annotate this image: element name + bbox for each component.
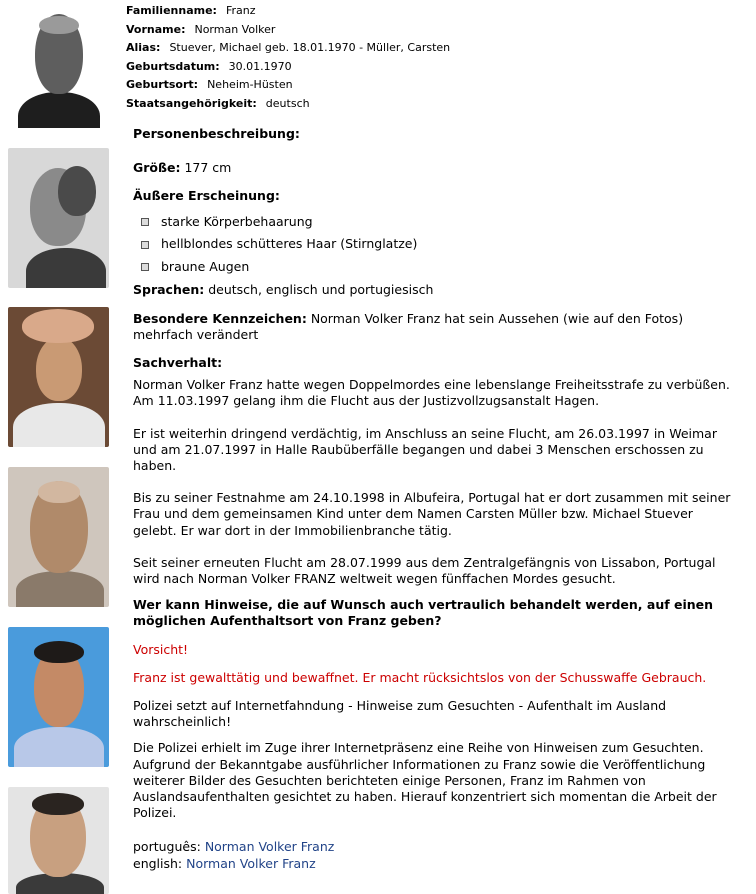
link-label-portugues: português: [133,839,201,855]
bullet-square-icon [141,218,149,226]
geburtsort-row [126,76,450,95]
hinweise-question: Wer kann Hinweise, die auf Wunsch auch vertraulich behandelt werden, auf einen möglichen Aufenthaltsort von Franz geben? [133,597,714,629]
list-item-text: hellblondes schütteres Haar (Stirnglatze) [161,236,418,252]
geburtsdatum-value: 30.01.1970 [228,59,292,73]
sprachen-row [133,282,733,298]
geburtsort-label: Geburtsort: [126,78,199,92]
groesse-label: Größe: [133,160,181,176]
internetfahndung-paragraph: Polizei setzt auf Internetfahndung - Hinweise zum Gesuchten - Aufenthalt im Ausland wahrscheinlich! [133,698,667,730]
familienname-value: Franz [225,4,256,17]
suspect-photo-3 [8,307,109,447]
vorname-value: Norman Volker [194,22,276,36]
list-item [141,256,733,279]
geburtsdatum-label: Geburtsdatum: [126,59,220,73]
staatsangehoerigkeit-row [126,95,450,114]
list-item-text: braune Augen [161,258,250,274]
alias-value: Stuever, Michael geb. 18.01.1970 - Müller, Carsten [169,41,451,55]
sprachen-value: deutsch, englisch und portugiesisch [208,282,434,298]
list-item-text: starke Körperbehaarung [161,213,313,229]
sachverhalt-paragraph: Bis zu seiner Festnahme am 24.10.1998 in Albufeira, Portugal hat er dort zusammen mit seiner Frau und dem gemeinsamen Kind unter dem Namen Carsten Müller bzw. Michael Stuever gelebt. Er war dort in der Immobilienbranche tätig. [133,490,731,538]
warning-bewaffnet: Franz ist gewalttätig und bewaffnet. Er macht rücksichtslos von der Schusswaffe Gebrauch. [133,669,707,685]
sachverhalt-paragraph: Norman Volker Franz hatte wegen Doppelmordes eine lebenslange Freiheitsstrafe zu verbüßen. Am 11.03.1997 gelang ihm die Flucht aus der Justizvollzugsanstalt Hagen. [133,377,730,409]
staatsangehoerigkeit-label: Staatsangehörigkeit: [126,96,257,110]
portuguese-link[interactable]: Norman Volker Franz [204,839,335,855]
kennzeichen-label: Besondere Kennzeichen: [133,310,307,326]
sachverhalt-heading: Sachverhalt: [133,355,223,370]
link-label-english: english: [133,855,183,871]
suspect-photo-1 [8,0,109,128]
bullet-square-icon [141,241,149,249]
erscheinung-list [133,211,733,279]
language-link-row-pt [133,839,733,855]
language-link-row-en [133,856,733,872]
groesse-value: 177 cm [184,160,232,176]
suspect-photo-6 [8,787,109,894]
english-link[interactable]: Norman Volker Franz [186,855,316,871]
warning-vorsicht: Vorsicht! [133,641,189,657]
bullet-square-icon [141,263,149,271]
polizei-arbeit-paragraph: Die Polizei erhielt im Zuge ihrer Internetpräsenz eine Reihe von Hinweisen zum Gesuchten. Aufgrund der Bekanntgabe ausführlicher Informationen zu Franz sowie die Veröffentlichung weiterer Bilder des Gesuchten berichteten einige Personen, Franz im Rahmen von Auslandsaufenthalten gesichtet zu haben. Hierauf konzentriert sich momentan die Arbeit der Polizei. [133,740,717,821]
suspect-photo-2 [8,148,109,288]
personal-info [126,2,450,114]
sprachen-label: Sprachen: [133,282,205,298]
kennzeichen-row [133,311,733,343]
alias-row [126,39,450,58]
personenbeschreibung-heading: Personenbeschreibung: [133,126,300,141]
sachverhalt-paragraph: Seit seiner erneuten Flucht am 28.07.1999 aus dem Zentralgefängnis von Lissabon, Portugal wird nach Norman Volker FRANZ weltweit wegen fünffachen Mordes gesucht. [133,554,716,587]
staatsangehoerigkeit-value: deutsch [265,96,310,110]
suspect-photo-5 [8,627,109,767]
erscheinung-heading: Äußere Erscheinung: [133,188,280,204]
familienname-row [126,2,450,21]
vorname-row [126,21,450,40]
kennzeichen-value: Norman Volker Franz hat sein Aussehen (wie auf den Fotos) mehrfach verändert [133,310,684,342]
sachverhalt-paragraph: Er ist weiterhin dringend verdächtig, im Anschluss an seine Flucht, am 26.03.1997 in Weimar und am 21.07.1997 in Halle Raubüberfälle begangen und dabei 3 Menschen erschossen zu haben. [133,425,717,474]
description-content [133,124,733,872]
suspect-photo-4 [8,467,109,607]
geburtsdatum-row [126,58,450,77]
vorname-label: Vorname: [126,22,186,36]
groesse-row [133,160,733,176]
list-item [141,211,733,234]
alias-label: Alias: [126,41,161,55]
geburtsort-value: Neheim-Hüsten [207,78,293,92]
list-item [141,233,733,256]
familienname-label: Familienname: [126,4,217,17]
